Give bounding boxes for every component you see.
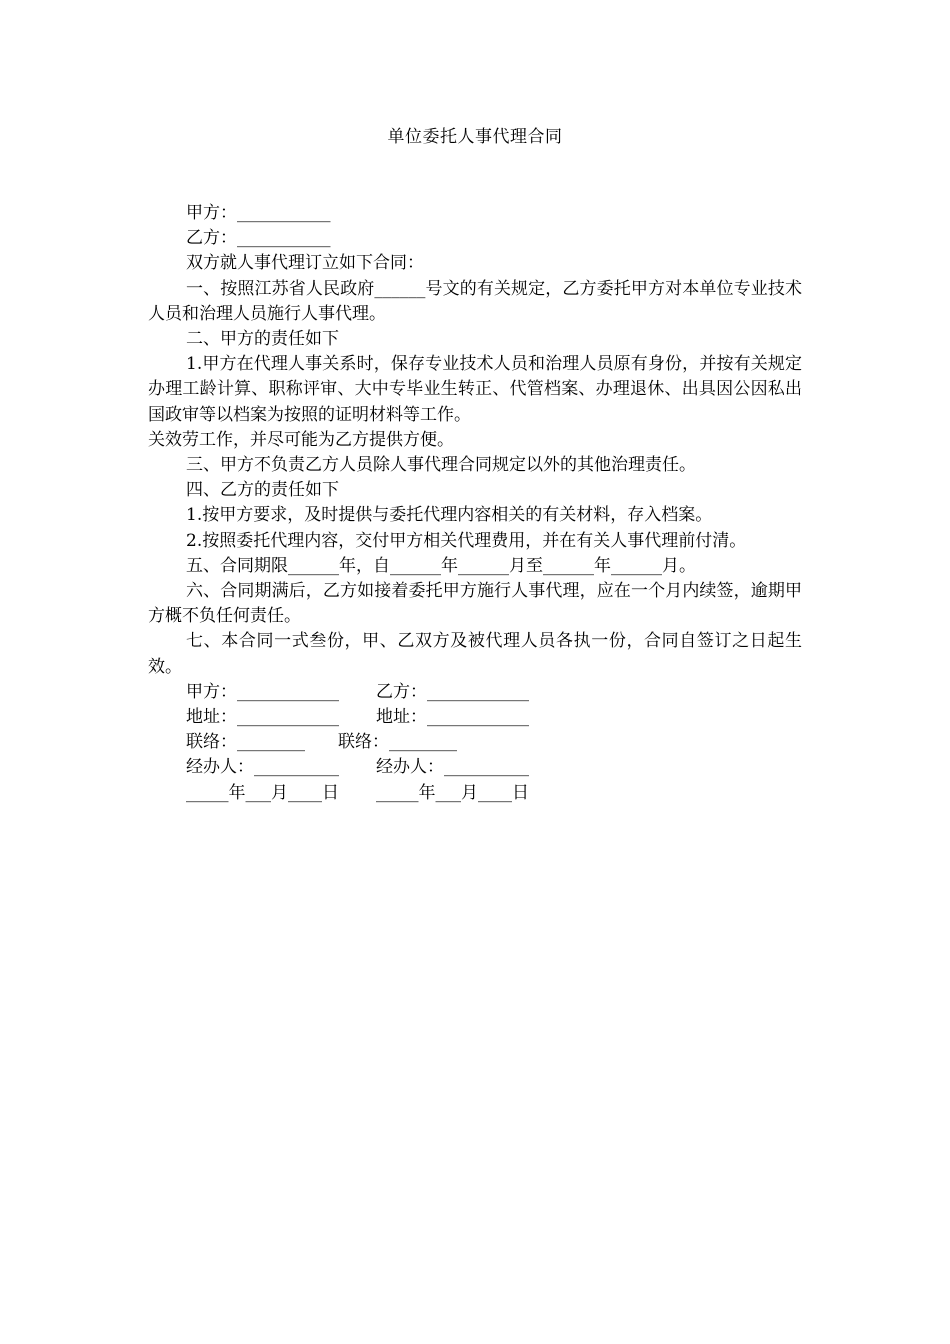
signature-row-contact bbox=[148, 730, 802, 755]
party-b-date: _____年___月____日 bbox=[376, 782, 529, 803]
party-b-address: 地址：____________ bbox=[376, 707, 529, 728]
party-a-address: 地址：____________ bbox=[186, 707, 339, 728]
clause-4-item-2: 2.按照委托代理内容，交付甲方相关代理费用，并在有关人事代理前付清。 bbox=[186, 530, 747, 551]
party-b-signature: 乙方：____________ bbox=[376, 681, 529, 702]
clause-5: 五、合同期限______年，自______年______月至______年______月。 bbox=[186, 555, 696, 576]
clause-2-heading: 二、甲方的责任如下 bbox=[186, 329, 339, 350]
clause-2-item-1: 1.甲方在代理人事关系时，保存专业技术人员和治理人员原有身份，并按有关规定办理工龄计算、职称评审、大中专毕业生转正、代管档案、办理退休、出具因公因私出国政审等以档案为按照的证明材料等工作。 bbox=[148, 354, 802, 425]
clause-4-item-1: 1.按甲方要求，及时提供与委托代理内容相关的有关材料，存入档案。 bbox=[186, 505, 713, 526]
party-a-date: _____年___月____日 bbox=[186, 782, 339, 803]
signature-row-address bbox=[148, 705, 802, 730]
signature-row-party bbox=[148, 680, 802, 705]
party-a-signature: 甲方：____________ bbox=[186, 681, 339, 702]
party-b-line: 乙方：___________ bbox=[186, 228, 331, 249]
clause-4-heading: 四、乙方的责任如下 bbox=[186, 480, 339, 501]
clause-3: 三、甲方不负责乙方人员除人事代理合同规定以外的其他治理责任。 bbox=[186, 455, 696, 476]
document-title: 单位委托人事代理合同 bbox=[387, 127, 563, 147]
party-a-handler: 经办人：__________ bbox=[186, 757, 339, 778]
party-a-line: 甲方：___________ bbox=[186, 203, 331, 223]
clause-7: 七、本合同一式叁份，甲、乙双方及被代理人员各执一份，合同自签订之日起生效。 bbox=[148, 631, 802, 677]
party-b-contact: 联络：________ bbox=[338, 732, 457, 753]
party-b-handler: 经办人：__________ bbox=[376, 757, 529, 778]
contract-body bbox=[148, 201, 802, 806]
clause-2-continuation: 关效劳工作，并尽可能为乙方提供方便。 bbox=[148, 429, 454, 450]
clause-1: 一、按照江苏省人民政府______号文的有关规定，乙方委托甲方对本单位专业技术人员和治理人员施行人事代理。 bbox=[148, 278, 802, 324]
intro-paragraph: 双方就人事代理订立如下合同： bbox=[186, 253, 424, 274]
signature-row-date bbox=[148, 781, 802, 806]
party-a-contact: 联络：________ bbox=[186, 732, 305, 753]
clause-6: 六、合同期满后，乙方如接着委托甲方施行人事代理，应在一个月内续签，逾期甲方概不负任何责任。 bbox=[148, 581, 802, 627]
signature-row-handler bbox=[148, 755, 802, 780]
